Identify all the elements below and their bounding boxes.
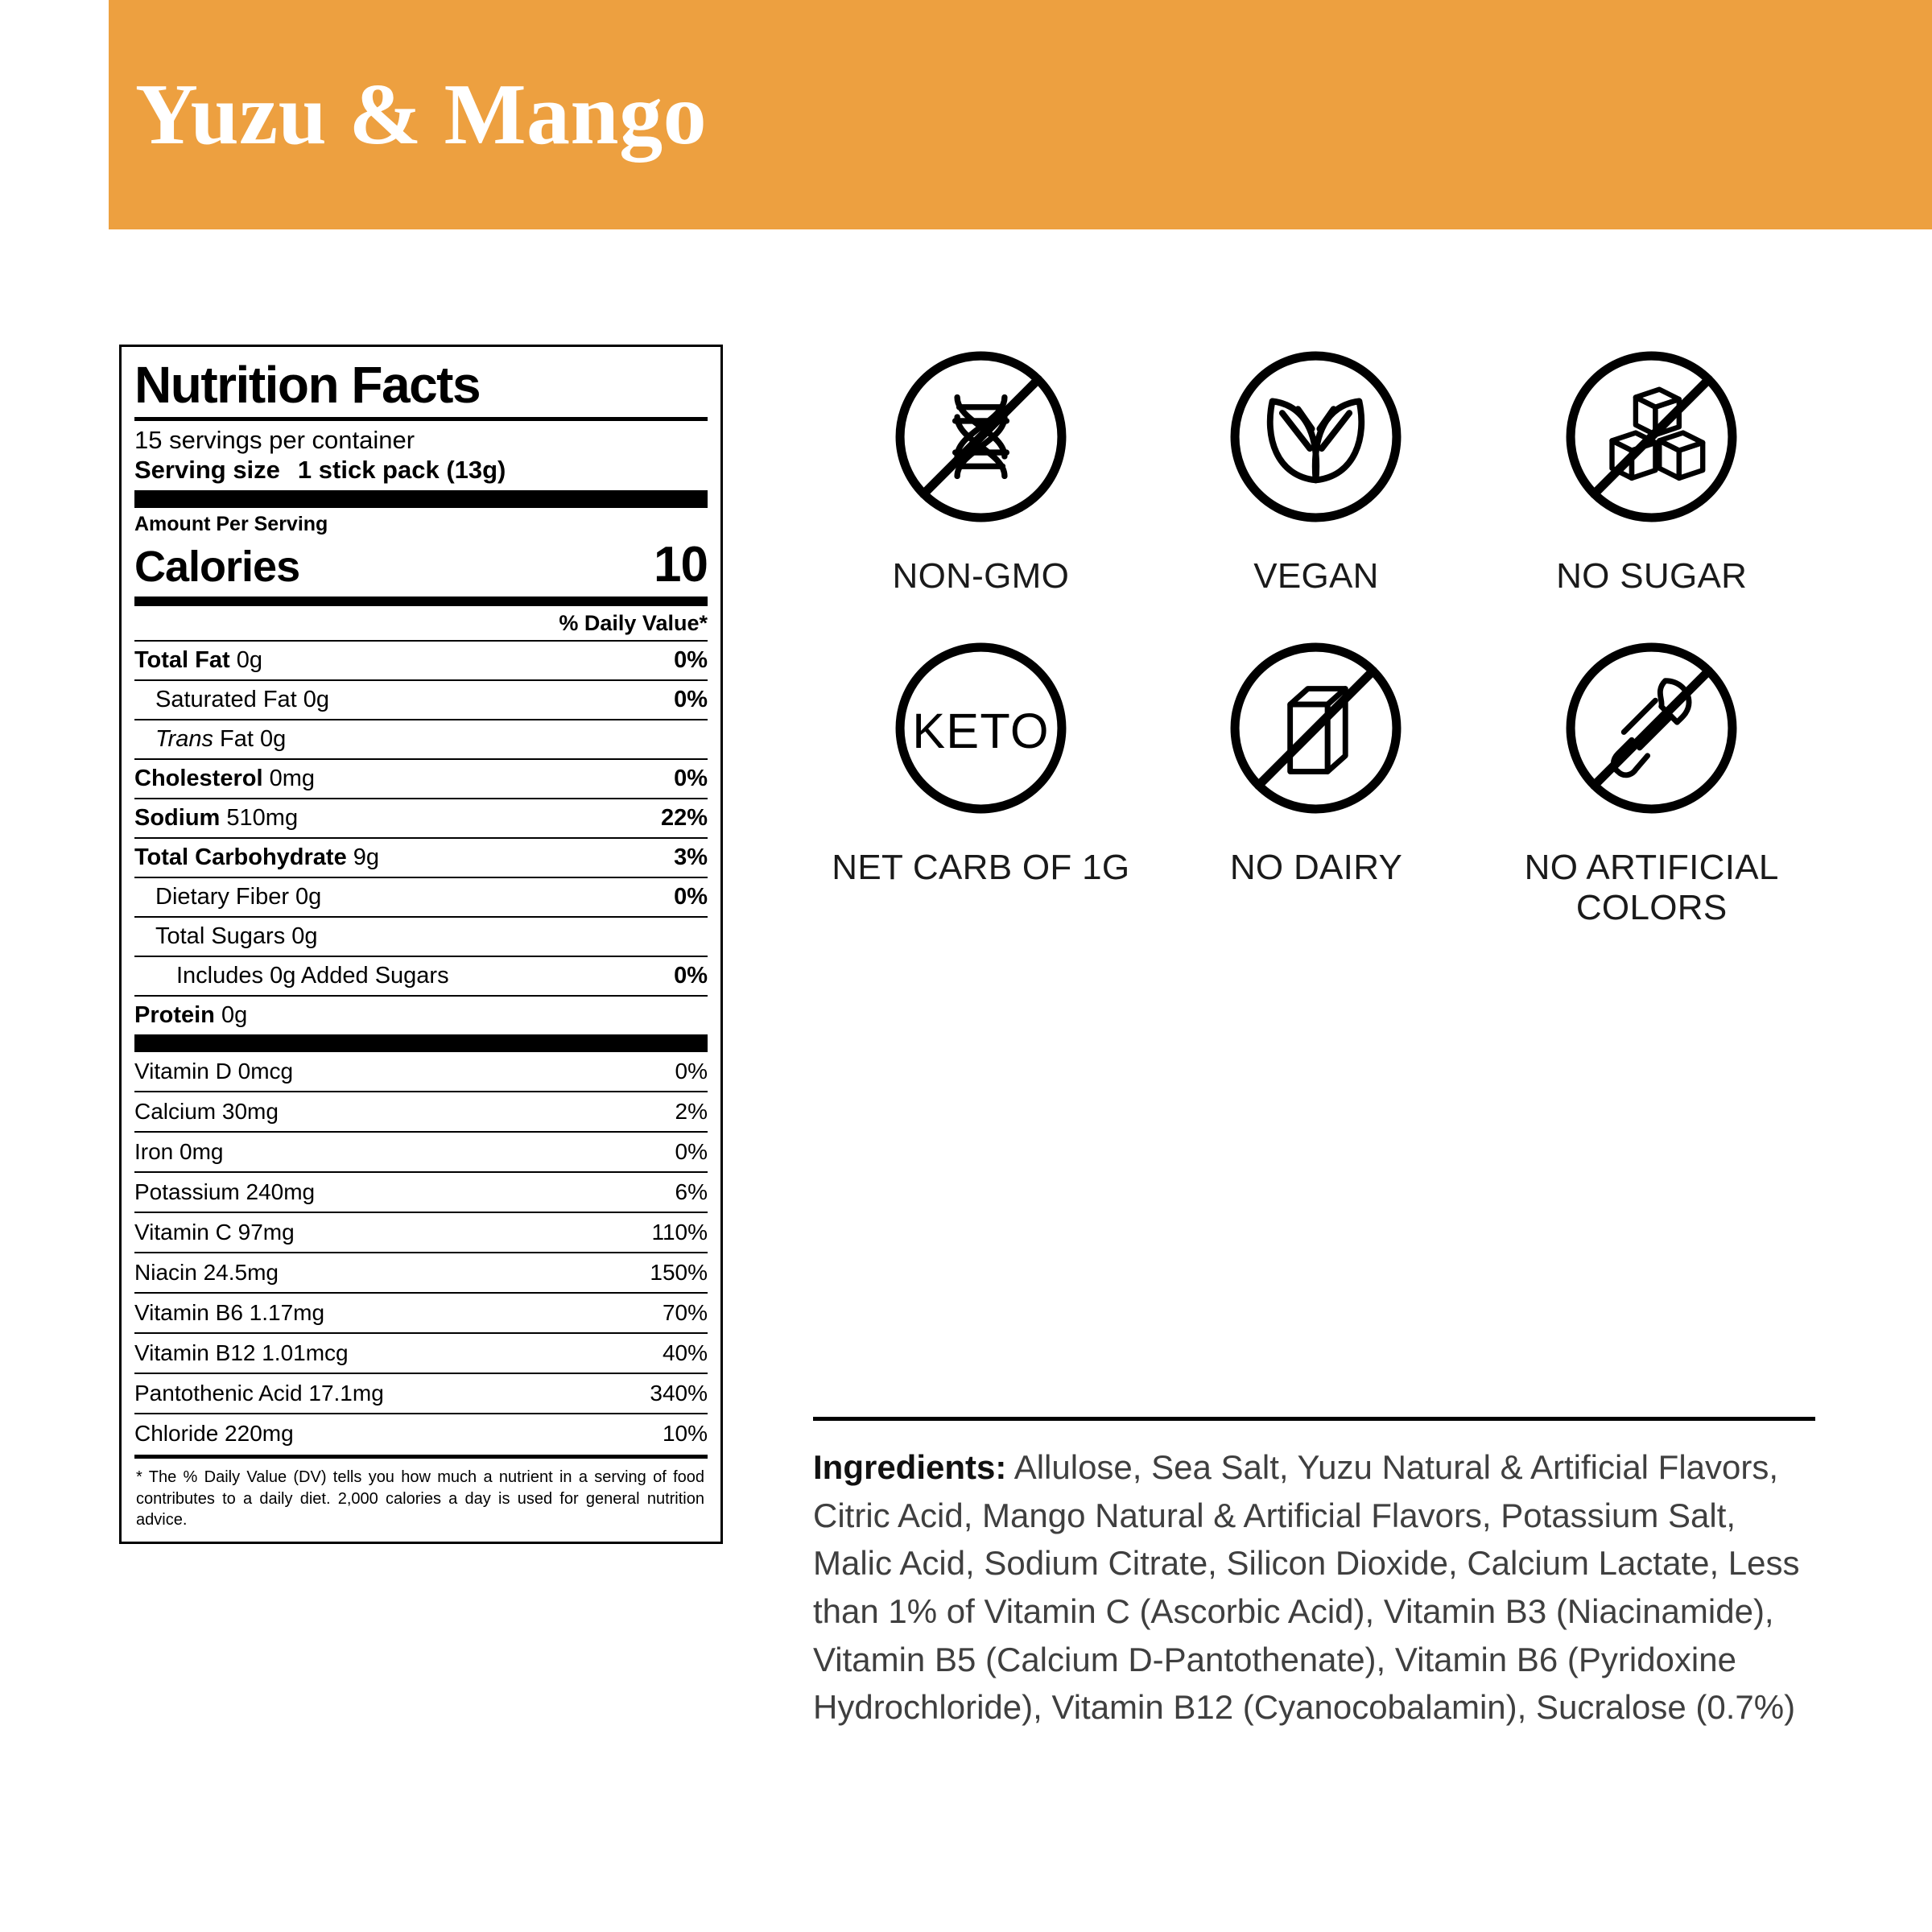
- badge-label: NET CARB OF 1G: [832, 848, 1130, 888]
- no-dropper-icon: [1553, 630, 1750, 827]
- nutrient-name: Total Sugars 0g: [155, 923, 318, 950]
- badge-label: NON-GMO: [892, 556, 1070, 596]
- nutrient-row: [134, 837, 708, 877]
- badge-non-gmo: [813, 338, 1149, 596]
- vitamin-row: [134, 1212, 708, 1252]
- nutrient-name: Total Fat 0g: [134, 647, 263, 674]
- vitamin-row: [134, 1131, 708, 1171]
- ingredients-label: Ingredients:: [813, 1448, 1007, 1486]
- vitamin-row: [134, 1373, 708, 1413]
- header-banner: [109, 0, 1932, 229]
- vitamin-row: [134, 1252, 708, 1292]
- badge-label: NO SUGAR: [1556, 556, 1748, 596]
- vitamin-name: Pantothenic Acid 17.1mg: [134, 1381, 384, 1406]
- nutrient-name: Cholesterol 0mg: [134, 766, 316, 792]
- vitamin-daily-value: 150%: [650, 1260, 708, 1286]
- serving-size-row: [134, 456, 708, 490]
- nutrient-row: [134, 640, 708, 679]
- nutrient-name: Dietary Fiber 0g: [155, 884, 322, 910]
- vitamin-row: [134, 1052, 708, 1091]
- vitamin-daily-value: 40%: [662, 1340, 708, 1366]
- servings-per-container: 15 servings per container: [134, 426, 415, 455]
- badge-vegan: [1149, 338, 1484, 596]
- vitamin-daily-value: 0%: [675, 1059, 708, 1084]
- badge-label: NO ARTIFICIAL COLORS: [1524, 848, 1779, 927]
- nutrient-row: [134, 798, 708, 837]
- nutrient-row: [134, 995, 708, 1034]
- nutrient-daily-value: 0%: [674, 884, 708, 910]
- vitamin-name: Calcium 30mg: [134, 1099, 279, 1125]
- svg-text:KETO: KETO: [912, 704, 1050, 759]
- ingredients-section: [813, 1417, 1815, 1732]
- vitamin-daily-value: 340%: [650, 1381, 708, 1406]
- daily-value-footnote: * The % Daily Value (DV) tells you how much a nutrient in a serving of food contributes to a daily diet. 2,000 calories a day is used for general nutrition advice.: [136, 1468, 704, 1529]
- vitamin-row: [134, 1171, 708, 1212]
- nutrient-row: [134, 719, 708, 758]
- no-gmo-icon: [882, 338, 1080, 535]
- vitamin-name: Niacin 24.5mg: [134, 1260, 279, 1286]
- nutrient-name: Total Carbohydrate 9g: [134, 844, 380, 871]
- nutrient-row: [134, 956, 708, 995]
- vitamin-daily-value: 0%: [675, 1139, 708, 1165]
- nutrient-row: [134, 916, 708, 956]
- nutrition-facts-panel: [119, 345, 723, 1544]
- vitamin-daily-value: 2%: [675, 1099, 708, 1125]
- serving-size-value: 1 stick pack (13g): [297, 456, 506, 485]
- vitamin-row: [134, 1413, 708, 1453]
- ingredients-body: Allulose, Sea Salt, Yuzu Natural & Artificial Flavors, Citric Acid, Mango Natural & Artificial Flavors, Potassium Salt, Malic Acid, Sodium Citrate, Silicon Dioxide, Calcium Lactate, Less than 1% of Vitamin C (Ascorbic Acid), Vitamin B3 (Niacinamide), Vitamin B5 (Calcium D-Pantothenate), Vitamin B6 (Pyridoxine Hydrochloride), Vitamin B12 (Cyanocobalamin), Sucralose (0.7%): [813, 1448, 1800, 1727]
- vitamin-name: Chloride 220mg: [134, 1421, 294, 1447]
- vitamin-name: Vitamin C 97mg: [134, 1220, 295, 1245]
- nutrient-row: [134, 758, 708, 798]
- keto-icon: [882, 630, 1080, 827]
- no-milk-carton-icon: [1217, 630, 1414, 827]
- nutrient-rows: [134, 640, 708, 1034]
- vitamin-daily-value: 10%: [662, 1421, 708, 1447]
- no-sugar-cubes-icon: [1553, 338, 1750, 535]
- badge-no-artificial-colors: [1484, 630, 1819, 927]
- nutrition-facts-title: Nutrition Facts: [134, 356, 481, 414]
- nutrient-daily-value: 0%: [674, 963, 708, 989]
- claims-badge-grid: [813, 338, 1819, 927]
- nutrient-name: Trans Fat 0g: [155, 726, 287, 753]
- badge-net-carb: [813, 630, 1149, 927]
- vitamin-row: [134, 1332, 708, 1373]
- leaf-icon: [1217, 338, 1414, 535]
- nutrient-daily-value: 0%: [674, 687, 708, 713]
- vitamin-row: [134, 1091, 708, 1131]
- serving-size-label: Serving size: [134, 456, 280, 485]
- page-title: Yuzu & Mango: [135, 66, 708, 163]
- nutrient-daily-value: 0%: [674, 647, 708, 674]
- ingredients-divider: [813, 1417, 1815, 1421]
- vitamin-daily-value: 70%: [662, 1300, 708, 1326]
- nutrient-row: [134, 877, 708, 916]
- daily-value-header: % Daily Value*: [559, 611, 708, 636]
- badge-no-sugar: [1484, 338, 1819, 596]
- vitamin-name: Iron 0mg: [134, 1139, 224, 1165]
- nutrient-daily-value: 0%: [674, 766, 708, 792]
- ingredients-text: [813, 1443, 1815, 1732]
- vitamin-row: [134, 1292, 708, 1332]
- vitamin-daily-value: 6%: [675, 1179, 708, 1205]
- nutrient-daily-value: 3%: [674, 844, 708, 871]
- nutrient-daily-value: 22%: [660, 805, 708, 832]
- vitamin-daily-value: 110%: [651, 1220, 708, 1245]
- vitamin-name: Vitamin B12 1.01mcg: [134, 1340, 349, 1366]
- badge-label: VEGAN: [1253, 556, 1379, 596]
- badge-no-dairy: [1149, 630, 1484, 927]
- vitamin-name: Vitamin B6 1.17mg: [134, 1300, 325, 1326]
- vitamin-rows: [134, 1052, 708, 1453]
- nutrient-name: Sodium 510mg: [134, 805, 299, 832]
- amount-per-serving-label: Amount Per Serving: [134, 513, 328, 536]
- calories-label: Calories: [134, 543, 300, 592]
- nutrient-name: Protein 0g: [134, 1002, 248, 1029]
- nutrient-name: Includes 0g Added Sugars: [176, 963, 449, 989]
- vitamin-name: Potassium 240mg: [134, 1179, 316, 1205]
- vitamin-name: Vitamin D 0mcg: [134, 1059, 294, 1084]
- badge-label: NO DAIRY: [1229, 848, 1403, 888]
- nutrient-row: [134, 679, 708, 719]
- calories-row: [134, 536, 708, 597]
- nutrient-name: Saturated Fat 0g: [155, 687, 330, 713]
- calories-value: 10: [654, 537, 708, 593]
